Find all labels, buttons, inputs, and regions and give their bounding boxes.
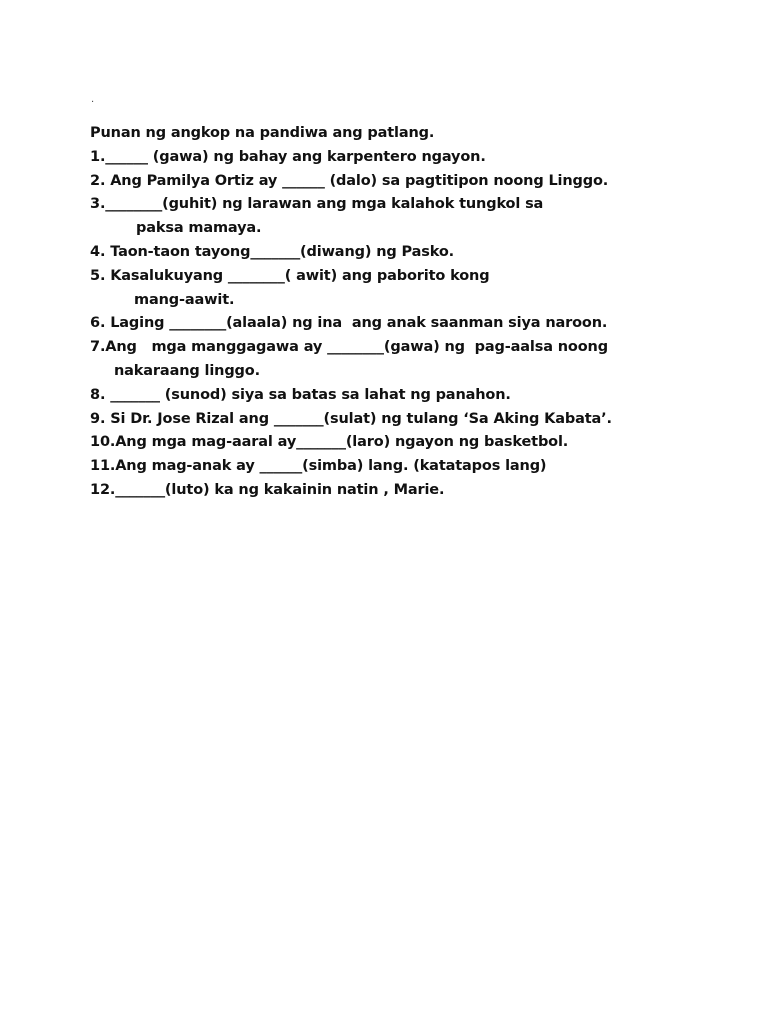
item-1: 1.______ (gawa) ng bahay ang karpentero ngayon. <box>90 148 486 165</box>
item-11: 11.Ang mag-anak ay ______(simba) lang. (katatapos lang) <box>90 458 547 475</box>
stray-dot: . <box>91 94 95 105</box>
item-6: 6. Laging ________(alaala) ng ina ang anak saanman siya naroon. <box>90 315 608 332</box>
item-9: 9. Si Dr. Jose Rizal ang _______(sulat) ng tulang ‘Sa Aking Kabata’. <box>90 410 612 427</box>
item-4: 4. Taon-taon tayong_______(diwang) ng Pasko. <box>90 243 454 260</box>
item-2: 2. Ang Pamilya Ortiz ay ______ (dalo) sa pagtitipon noong Linggo. <box>90 172 609 189</box>
item-7-continuation: nakaraang linggo. <box>114 362 260 379</box>
item-12: 12._______(luto) ka ng kakainin natin , Marie. <box>90 481 445 498</box>
item-3-continuation: paksa mamaya. <box>136 220 262 237</box>
item-8: 8. _______ (sunod) siya sa batas sa lahat ng panahon. <box>90 386 511 403</box>
worksheet-body <box>90 122 730 503</box>
item-5-continuation: mang-aawit. <box>134 291 235 308</box>
instruction-heading: Punan ng angkop na pandiwa ang patlang. <box>90 125 435 141</box>
item-7: 7.Ang mga manggagawa ay ________(gawa) ng pag-aalsa noong <box>90 339 608 356</box>
item-3: 3.________(guhit) ng larawan ang mga kalahok tungkol sa <box>90 196 544 213</box>
item-5: 5. Kasalukuyang ________( awit) ang paborito kong <box>90 267 490 284</box>
item-10: 10.Ang mga mag-aaral ay_______(laro) ngayon ng basketbol. <box>90 434 569 451</box>
